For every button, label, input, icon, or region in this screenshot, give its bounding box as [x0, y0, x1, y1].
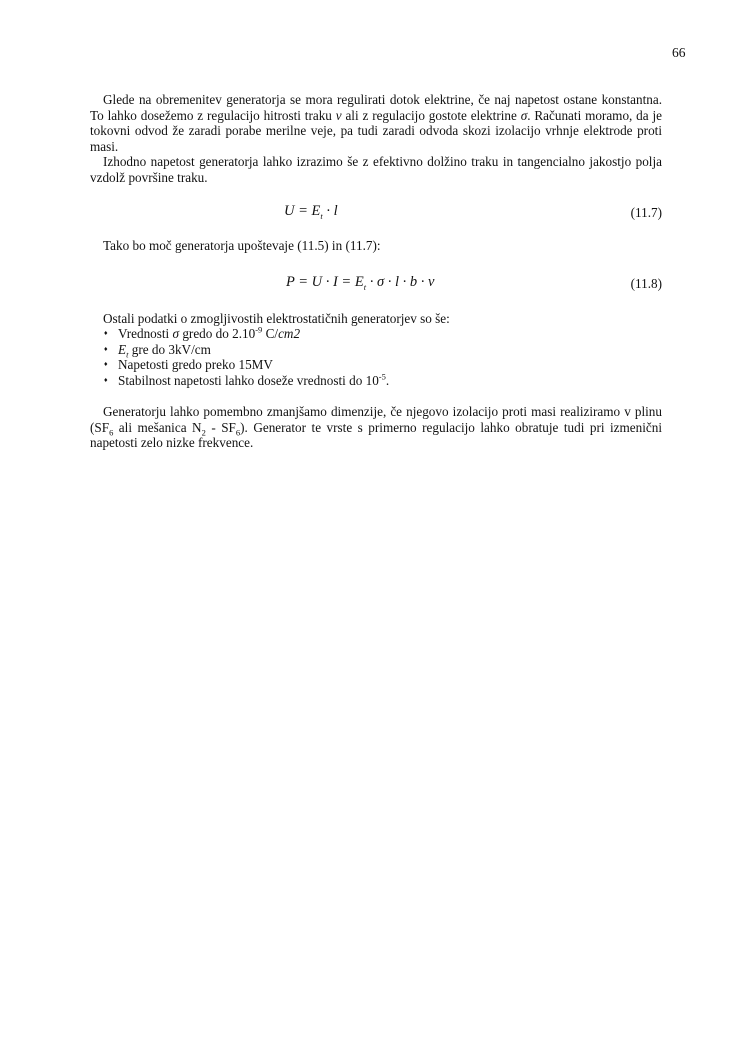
- symbol-e: E: [118, 341, 127, 357]
- subscript: 6: [109, 427, 114, 438]
- eq-sub: t: [363, 281, 367, 292]
- equation-11-8: [90, 274, 662, 292]
- symbol-v: v: [335, 107, 342, 123]
- unit: cm2: [278, 326, 301, 341]
- text: C/: [262, 326, 279, 341]
- list-item: [101, 342, 661, 358]
- eq-lhs: U = E: [284, 203, 321, 219]
- list-item: [101, 326, 661, 342]
- symbol-sigma: σ: [520, 107, 528, 123]
- exponent: -5: [378, 371, 386, 382]
- text: gre do 3kV/cm: [128, 341, 211, 357]
- text: .: [385, 372, 390, 388]
- list-item: [101, 373, 661, 389]
- equation-formula: [286, 274, 434, 291]
- paragraph-power: Tako bo moč generatorja upoštevaje (11.5) in (11.7):: [103, 238, 381, 253]
- text: Vrednosti: [118, 326, 173, 341]
- subscript: t: [126, 349, 129, 360]
- text: Glede na obremenitev generatorja se mora regulirati dotok elektrine, če naj napetost ostane konstantna. To lahko dosežemo z regulacijo hitrosti traku: [90, 92, 662, 123]
- exponent: -9: [255, 324, 263, 335]
- list-item: ♦ Napetosti gredo preko 15MV: [101, 357, 661, 373]
- equation-number: (11.7): [630, 205, 662, 220]
- equation-11-7: [90, 203, 662, 221]
- text: Stabilnost napetosti lahko doseže vrednosti do 10: [118, 372, 379, 388]
- text: ali mešanica N: [113, 419, 202, 435]
- subscript: 2: [201, 427, 206, 438]
- paragraph-gas-insulation: [90, 404, 662, 451]
- eq-rhs: · σ · l · b · v: [366, 274, 435, 290]
- text: ali z regulacijo gostote elektrine: [341, 107, 521, 123]
- eq-sub: t: [320, 210, 323, 221]
- text: - SF: [205, 419, 236, 435]
- subscript: 6: [235, 427, 241, 438]
- symbol-sigma: σ: [172, 326, 180, 341]
- eq-rhs: · l: [322, 203, 338, 219]
- text: Generatorju lahko pomembno zmanjšamo dimenzije, če njegovo izolacijo proti masi realiziramo v plinu (SF: [90, 404, 662, 435]
- paragraph-output-voltage: Izhodno napetost generatorja lahko izrazimo še z efektivno dolžino traku in tangencialno jakostjo polja vzdolž površine traku.: [90, 154, 662, 185]
- text: . Računati moramo, da je tokovni odvod že zaradi porabe merilne veje, pa tudi zaradi odvoda skozi izolacijo vrhnje elektrode proti masi.: [90, 107, 662, 154]
- paragraph-other-data: Ostali podatki o zmogljivostih elektrostatičnih generatorjev so še:: [103, 311, 450, 326]
- paragraph-regulation: [90, 92, 662, 154]
- text: ). Generator te vrste s primerno regulacijo lahko obratuje tudi pri izmenični napetosti zelo nizke frekvence.: [90, 419, 663, 451]
- equation-number: (11.8): [630, 276, 662, 291]
- bullet-list: [101, 326, 661, 388]
- eq-lhs: P = U · I = E: [286, 274, 364, 290]
- page-number: 66: [672, 45, 686, 60]
- text: gredo do 2.10: [179, 326, 256, 341]
- equation-formula: [284, 203, 338, 220]
